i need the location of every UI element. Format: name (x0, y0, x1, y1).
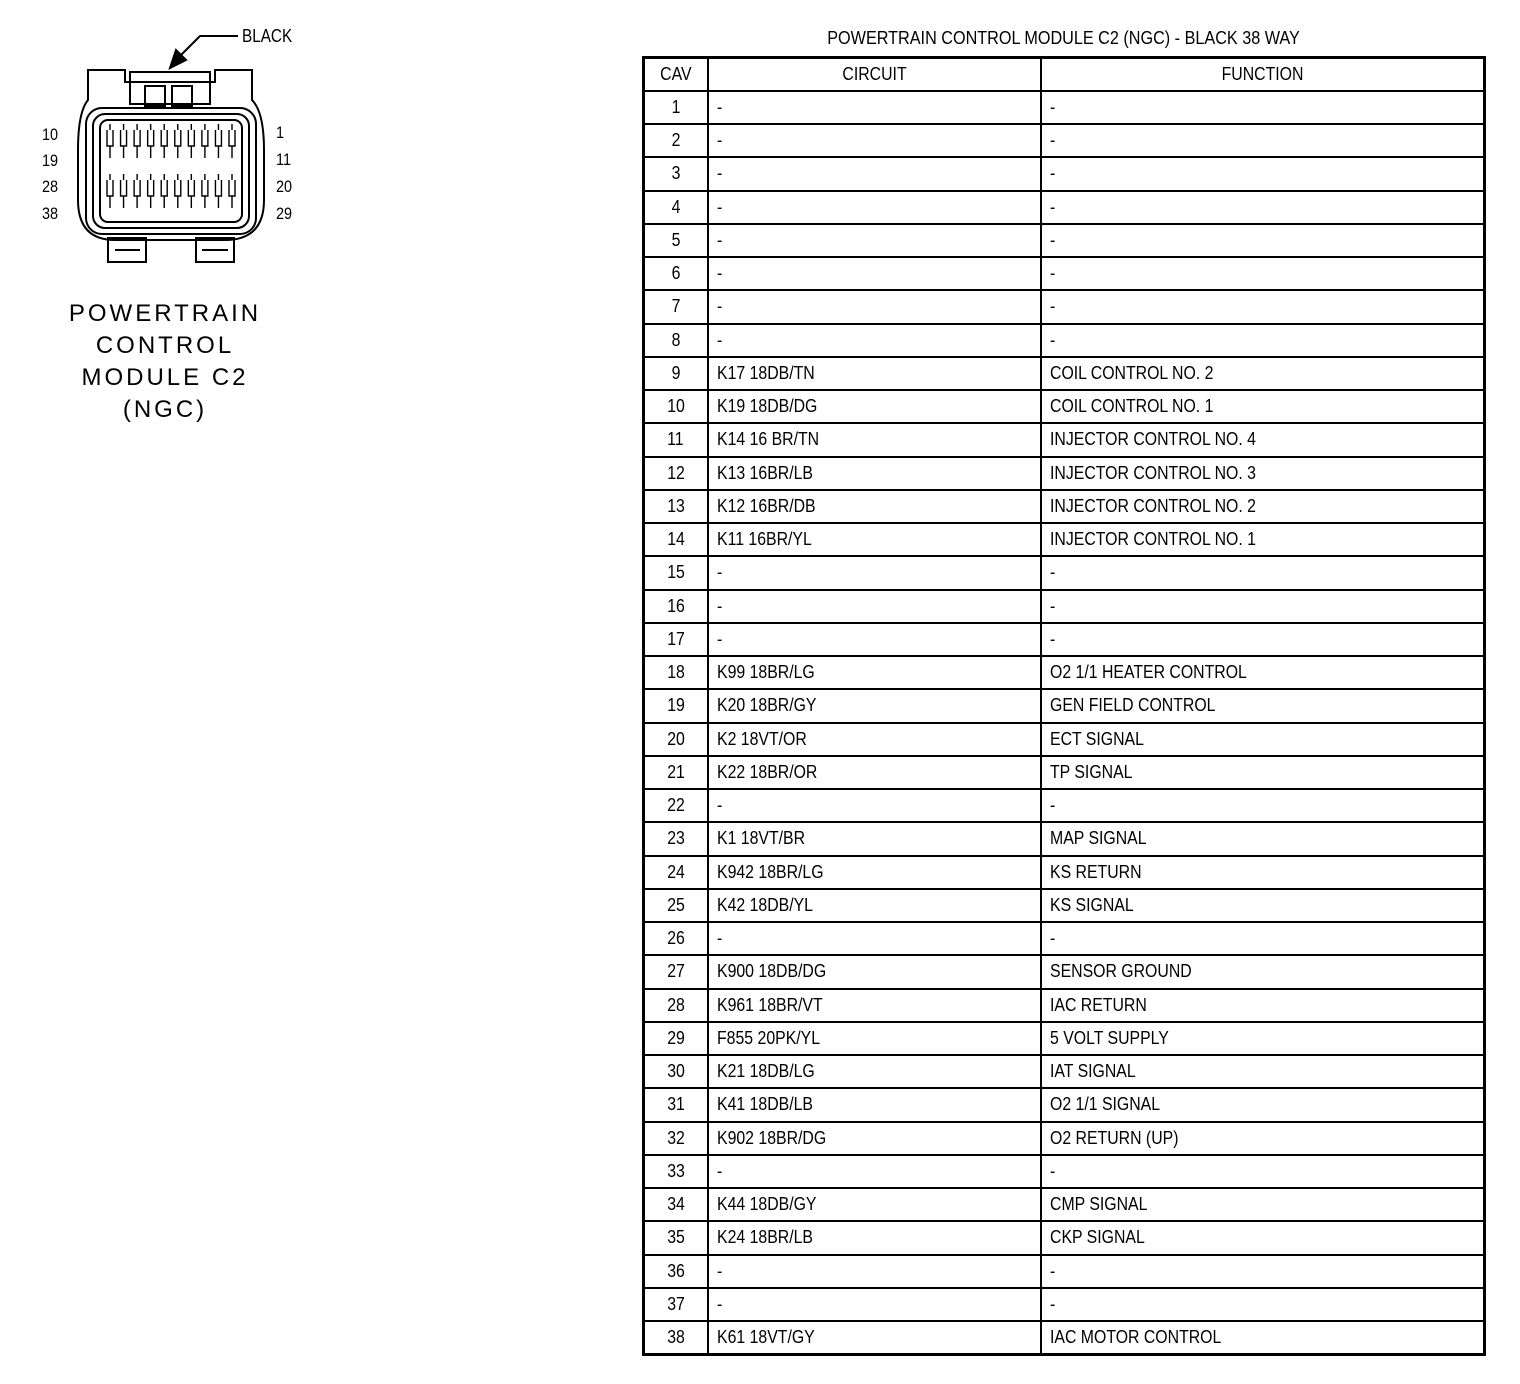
circuit-cell: K44 18DB/GY (708, 1188, 1041, 1221)
connector-name (40, 298, 290, 426)
function-cell: - (1041, 191, 1485, 224)
table-row (644, 590, 1485, 623)
table-row (644, 889, 1485, 922)
pin-terminal (134, 174, 140, 208)
pin-row-bottom (107, 174, 235, 208)
circuit-cell: - (708, 590, 1041, 623)
header-cav: CAV (644, 58, 708, 91)
cav-cell: 21 (644, 756, 708, 789)
pin-terminal (202, 124, 208, 158)
cav-cell: 29 (644, 1022, 708, 1055)
pin-terminal (121, 174, 127, 208)
pin-terminal (229, 124, 235, 158)
function-cell: INJECTOR CONTROL NO. 2 (1041, 490, 1485, 523)
function-cell: IAC RETURN (1041, 989, 1485, 1022)
cav-cell: 17 (644, 623, 708, 656)
cav-cell: 25 (644, 889, 708, 922)
circuit-cell: K41 18DB/LB (708, 1088, 1041, 1121)
function-cell: - (1041, 623, 1485, 656)
circuit-cell: K14 16 BR/TN (708, 423, 1041, 456)
table-row (644, 523, 1485, 556)
pin-terminal (188, 124, 194, 158)
circuit-cell: K11 16BR/YL (708, 523, 1041, 556)
function-cell: CMP SIGNAL (1041, 1188, 1485, 1221)
cav-cell: 22 (644, 789, 708, 822)
cav-cell: 27 (644, 955, 708, 988)
function-cell: MAP SIGNAL (1041, 822, 1485, 855)
function-cell: O2 RETURN (UP) (1041, 1122, 1485, 1155)
function-cell: - (1041, 1255, 1485, 1288)
cav-cell: 6 (644, 257, 708, 290)
table-row (644, 1321, 1485, 1354)
cav-cell: 33 (644, 1155, 708, 1188)
table-row (644, 1221, 1485, 1254)
cav-cell: 3 (644, 157, 708, 190)
cav-cell: 15 (644, 556, 708, 589)
cav-cell: 37 (644, 1288, 708, 1321)
circuit-cell: K902 18BR/DG (708, 1122, 1041, 1155)
pin-terminal (107, 124, 113, 158)
function-cell: - (1041, 157, 1485, 190)
table-row (644, 789, 1485, 822)
table-row (644, 656, 1485, 689)
cav-cell: 14 (644, 523, 708, 556)
function-cell: - (1041, 1288, 1485, 1321)
circuit-cell: - (708, 290, 1041, 323)
table-row (644, 856, 1485, 889)
circuit-cell: K13 16BR/LB (708, 457, 1041, 490)
cav-cell: 24 (644, 856, 708, 889)
function-cell: - (1041, 124, 1485, 157)
connector-name-line: MODULE C2 (81, 364, 249, 391)
table-row (644, 955, 1485, 988)
connector-name-line: POWERTRAIN (68, 300, 262, 327)
table-title: POWERTRAIN CONTROL MODULE C2 (NGC) - BLACK 38 WAY (827, 28, 1301, 48)
cav-cell: 12 (644, 457, 708, 490)
table-row (644, 423, 1485, 456)
cav-cell: 26 (644, 922, 708, 955)
function-cell: - (1041, 224, 1485, 257)
pin-row-top (107, 124, 235, 158)
cav-cell: 30 (644, 1055, 708, 1088)
cav-cell: 19 (644, 689, 708, 722)
circuit-cell: - (708, 556, 1041, 589)
function-cell: - (1041, 257, 1485, 290)
function-cell: 5 VOLT SUPPLY (1041, 1022, 1485, 1055)
table-row (644, 1022, 1485, 1055)
cav-cell: 7 (644, 290, 708, 323)
circuit-cell: K22 18BR/OR (708, 756, 1041, 789)
table-row (644, 623, 1485, 656)
circuit-cell: - (708, 623, 1041, 656)
circuit-cell: K961 18BR/VT (708, 989, 1041, 1022)
function-cell: - (1041, 590, 1485, 623)
cav-cell: 9 (644, 357, 708, 390)
function-cell: - (1041, 556, 1485, 589)
pin-label-1: 1 (276, 123, 285, 142)
table-row (644, 1055, 1485, 1088)
function-cell: O2 1/1 SIGNAL (1041, 1088, 1485, 1121)
header-function: FUNCTION (1041, 58, 1485, 91)
circuit-cell: K1 18VT/BR (708, 822, 1041, 855)
function-cell: INJECTOR CONTROL NO. 1 (1041, 523, 1485, 556)
circuit-cell: - (708, 191, 1041, 224)
cav-cell: 38 (644, 1321, 708, 1354)
circuit-cell: K942 18BR/LG (708, 856, 1041, 889)
pin-label-20: 20 (276, 177, 293, 196)
table-header-row (644, 58, 1485, 91)
table-row (644, 324, 1485, 357)
cav-cell: 23 (644, 822, 708, 855)
circuit-cell: - (708, 1155, 1041, 1188)
table-row (644, 1155, 1485, 1188)
circuit-cell: K900 18DB/DG (708, 955, 1041, 988)
circuit-cell: - (708, 257, 1041, 290)
function-cell: IAT SIGNAL (1041, 1055, 1485, 1088)
function-cell: TP SIGNAL (1041, 756, 1485, 789)
circuit-cell: K21 18DB/LG (708, 1055, 1041, 1088)
table-row (644, 689, 1485, 722)
circuit-cell: K99 18BR/LG (708, 656, 1041, 689)
function-cell: - (1041, 789, 1485, 822)
callout-arrow (170, 36, 238, 68)
connector-name-line: CONTROL (95, 332, 235, 359)
cav-cell: 2 (644, 124, 708, 157)
pin-label-11: 11 (276, 150, 292, 169)
pin-terminal (148, 124, 154, 158)
cav-cell: 11 (644, 423, 708, 456)
connector-name-line: (NGC) (122, 396, 208, 423)
function-cell: COIL CONTROL NO. 2 (1041, 357, 1485, 390)
table-row (644, 357, 1485, 390)
table-row (644, 224, 1485, 257)
pin-label-29: 29 (276, 204, 293, 223)
table-row (644, 290, 1485, 323)
pin-terminal (121, 124, 127, 158)
function-cell: - (1041, 290, 1485, 323)
table-row (644, 1188, 1485, 1221)
circuit-cell: - (708, 224, 1041, 257)
pin-terminal (215, 174, 221, 208)
pin-terminal (188, 174, 194, 208)
circuit-cell: - (708, 157, 1041, 190)
cav-cell: 36 (644, 1255, 708, 1288)
pin-terminal (148, 174, 154, 208)
table-row (644, 1088, 1485, 1121)
table-row (644, 822, 1485, 855)
pin-label-28: 28 (42, 177, 59, 196)
table-row (644, 390, 1485, 423)
function-cell: COIL CONTROL NO. 1 (1041, 390, 1485, 423)
cav-cell: 28 (644, 989, 708, 1022)
cav-cell: 35 (644, 1221, 708, 1254)
table-row (644, 457, 1485, 490)
cav-cell: 34 (644, 1188, 708, 1221)
table-row (644, 257, 1485, 290)
pin-terminal (175, 174, 181, 208)
function-cell: O2 1/1 HEATER CONTROL (1041, 656, 1485, 689)
circuit-cell: K24 18BR/LB (708, 1221, 1041, 1254)
table-row (644, 1122, 1485, 1155)
table-row (644, 989, 1485, 1022)
circuit-cell: K61 18VT/GY (708, 1321, 1041, 1354)
cav-cell: 8 (644, 324, 708, 357)
table-row (644, 157, 1485, 190)
circuit-cell: - (708, 91, 1041, 124)
function-cell: - (1041, 922, 1485, 955)
circuit-cell: K42 18DB/YL (708, 889, 1041, 922)
table-row (644, 191, 1485, 224)
pin-terminal (161, 124, 167, 158)
function-cell: KS SIGNAL (1041, 889, 1485, 922)
cav-cell: 18 (644, 656, 708, 689)
function-cell: - (1041, 91, 1485, 124)
circuit-cell: - (708, 124, 1041, 157)
circuit-cell: K19 18DB/DG (708, 390, 1041, 423)
function-cell: INJECTOR CONTROL NO. 3 (1041, 457, 1485, 490)
function-cell: INJECTOR CONTROL NO. 4 (1041, 423, 1485, 456)
circuit-cell: K17 18DB/TN (708, 357, 1041, 390)
cav-cell: 10 (644, 390, 708, 423)
header-circuit: CIRCUIT (708, 58, 1041, 91)
table-row (644, 723, 1485, 756)
cav-cell: 4 (644, 191, 708, 224)
circuit-cell: K20 18BR/GY (708, 689, 1041, 722)
table-row (644, 91, 1485, 124)
function-cell: ECT SIGNAL (1041, 723, 1485, 756)
connector-drawing (30, 20, 270, 270)
function-cell: - (1041, 324, 1485, 357)
cav-cell: 13 (644, 490, 708, 523)
table-row (644, 922, 1485, 955)
cav-cell: 1 (644, 91, 708, 124)
cav-cell: 5 (644, 224, 708, 257)
function-cell: IAC MOTOR CONTROL (1041, 1321, 1485, 1354)
circuit-cell: F855 20PK/YL (708, 1022, 1041, 1055)
cav-cell: 31 (644, 1088, 708, 1121)
pin-terminal (229, 174, 235, 208)
function-cell: KS RETURN (1041, 856, 1485, 889)
pin-terminal (202, 174, 208, 208)
function-cell: GEN FIELD CONTROL (1041, 689, 1485, 722)
pin-label-38: 38 (42, 204, 59, 223)
pin-terminal (107, 174, 113, 208)
table-row (644, 490, 1485, 523)
circuit-cell: - (708, 1255, 1041, 1288)
circuit-cell: - (708, 789, 1041, 822)
circuit-cell: - (708, 1288, 1041, 1321)
table-body (644, 91, 1485, 1355)
pin-label-19: 19 (42, 151, 59, 170)
pin-terminal (175, 124, 181, 158)
table-row (644, 1255, 1485, 1288)
cav-cell: 16 (644, 590, 708, 623)
table-row (644, 124, 1485, 157)
function-cell: - (1041, 1155, 1485, 1188)
pin-terminal (134, 124, 140, 158)
table-row (644, 556, 1485, 589)
function-cell: CKP SIGNAL (1041, 1221, 1485, 1254)
circuit-cell: K12 16BR/DB (708, 490, 1041, 523)
circuit-cell: - (708, 324, 1041, 357)
table-row (644, 1288, 1485, 1321)
connector-color-label: BLACK (242, 26, 293, 46)
pin-label-10: 10 (42, 125, 59, 144)
pinout-table (642, 56, 1486, 1356)
pin-terminal (161, 174, 167, 208)
cav-cell: 20 (644, 723, 708, 756)
circuit-cell: - (708, 922, 1041, 955)
pin-terminal (215, 124, 221, 158)
function-cell: SENSOR GROUND (1041, 955, 1485, 988)
table-row (644, 756, 1485, 789)
cav-cell: 32 (644, 1122, 708, 1155)
circuit-cell: K2 18VT/OR (708, 723, 1041, 756)
